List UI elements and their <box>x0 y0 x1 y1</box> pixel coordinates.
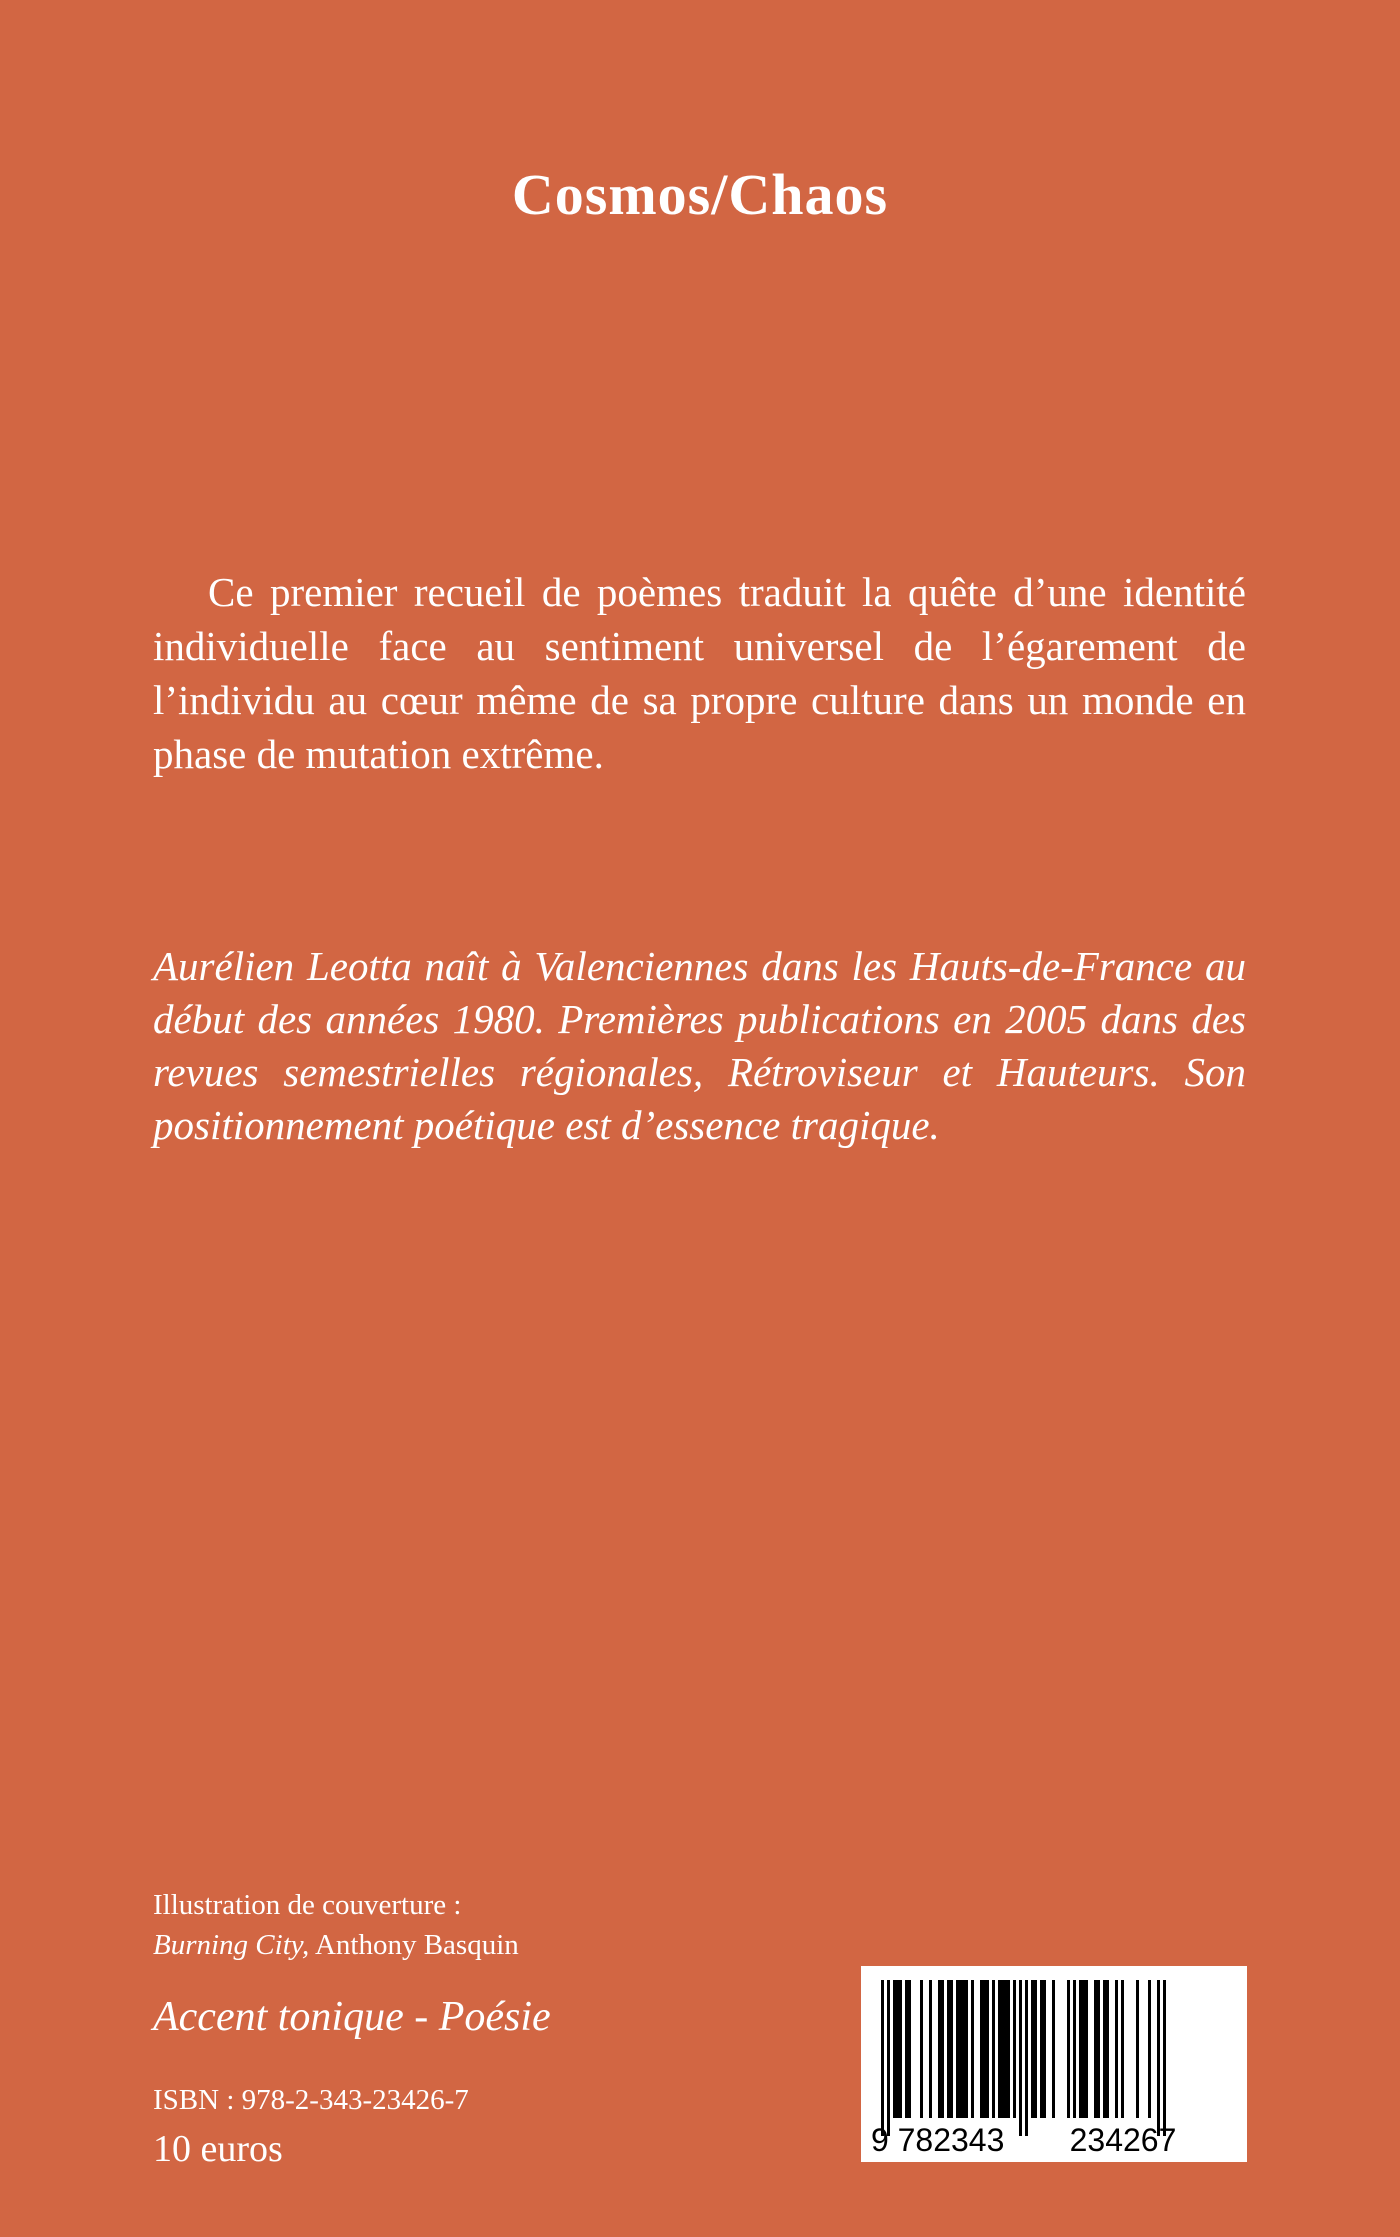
credit-label: Illustration de couverture : <box>153 1889 462 1921</box>
barcode-bar <box>941 1980 944 2118</box>
barcode-bar <box>950 1980 953 2118</box>
series-name: Accent tonique - Poésie <box>153 1994 551 2040</box>
barcode-bar <box>1043 1980 1046 2118</box>
barcode-bar <box>881 1980 884 2136</box>
barcode-bar <box>1097 1980 1100 2118</box>
barcode-bar <box>1007 1980 1010 2118</box>
barcode-bar <box>965 1980 968 2118</box>
barcode-bar <box>998 1980 1001 2118</box>
barcode-bar <box>1031 1980 1034 2118</box>
barcode-bar <box>938 1980 941 2118</box>
barcode-bar <box>1082 1980 1085 2118</box>
barcode-bar <box>1034 1980 1037 2118</box>
barcode-bar <box>1040 1980 1043 2118</box>
barcode-bar <box>1019 1980 1022 2136</box>
barcode-right-digits: 234267 <box>1069 2122 1177 2158</box>
barcode-bar <box>1067 1980 1070 2118</box>
barcode-bar <box>980 1980 983 2118</box>
barcode-bar <box>971 1980 974 2118</box>
barcode-left-digits: 782343 <box>897 2122 1005 2158</box>
barcode-graphic <box>861 1966 1247 2162</box>
barcode-bar <box>1106 1980 1109 2118</box>
barcode-bar <box>1136 1980 1139 2118</box>
barcode-bar <box>920 1980 923 2118</box>
barcode-bar <box>1103 1980 1106 2118</box>
barcode-bar <box>1115 1980 1118 2118</box>
barcode-bar <box>1163 1980 1166 2136</box>
barcode-bar <box>908 1980 911 2118</box>
barcode <box>861 1966 1247 2162</box>
barcode-bar <box>893 1980 896 2118</box>
barcode-bar <box>956 1980 959 2118</box>
price: 10 euros <box>153 2128 283 2170</box>
barcode-bar <box>1148 1980 1151 2118</box>
barcode-bar <box>899 1980 902 2118</box>
barcode-bar <box>1025 1980 1028 2136</box>
book-title: Cosmos/Chaos <box>511 162 889 227</box>
barcode-bar <box>947 1980 950 2118</box>
barcode-bar <box>962 1980 965 2118</box>
barcode-bar <box>986 1980 989 2118</box>
barcode-bar <box>1157 1980 1160 2136</box>
cover-illustration-credit <box>153 1885 853 1965</box>
barcode-bar <box>959 1980 962 2118</box>
barcode-bar <box>1073 1980 1076 2118</box>
barcode-bar <box>1094 1980 1097 2118</box>
barcode-bar <box>1013 1980 1016 2118</box>
barcode-first-digit: 9 <box>871 2122 889 2158</box>
barcode-bar <box>992 1980 995 2118</box>
barcode-bar <box>929 1980 932 2118</box>
barcode-bar <box>983 1980 986 2118</box>
credit-line <box>153 1925 853 1965</box>
author-bio: Aurélien Leotta naît à Valenciennes dans les Hauts-de-France au début des années 1980. Premières publications en 2005 dans des revues semestrielles régionales, Rétroviseur et Hauteurs. Son positionnement poétique est d’essence tragique. <box>153 943 1246 1148</box>
barcode-bar <box>887 1980 890 2136</box>
barcode-bar <box>1085 1980 1088 2118</box>
barcode-bar <box>1004 1980 1007 2118</box>
book-summary: Ce premier recueil de poèmes traduit la quête d’une identité individuelle face au sentiment universel de l’égarement de l’individu au cœur même de sa propre culture dans un monde en phase de mutation extrême. <box>153 569 1246 777</box>
barcode-bar <box>1121 1980 1124 2118</box>
credit-work-title: Burning City, <box>153 1929 310 1961</box>
barcode-bar <box>905 1980 908 2118</box>
barcode-bar <box>1001 1980 1004 2118</box>
barcode-bar <box>1052 1980 1055 2118</box>
isbn: ISBN : 978-2-343-23426-7 <box>153 2084 469 2116</box>
credit-artist: Anthony Basquin <box>314 1929 519 1961</box>
barcode-bar <box>896 1980 899 2118</box>
barcode-bar <box>1079 1980 1082 2118</box>
barcode-bars <box>881 1980 1166 2136</box>
